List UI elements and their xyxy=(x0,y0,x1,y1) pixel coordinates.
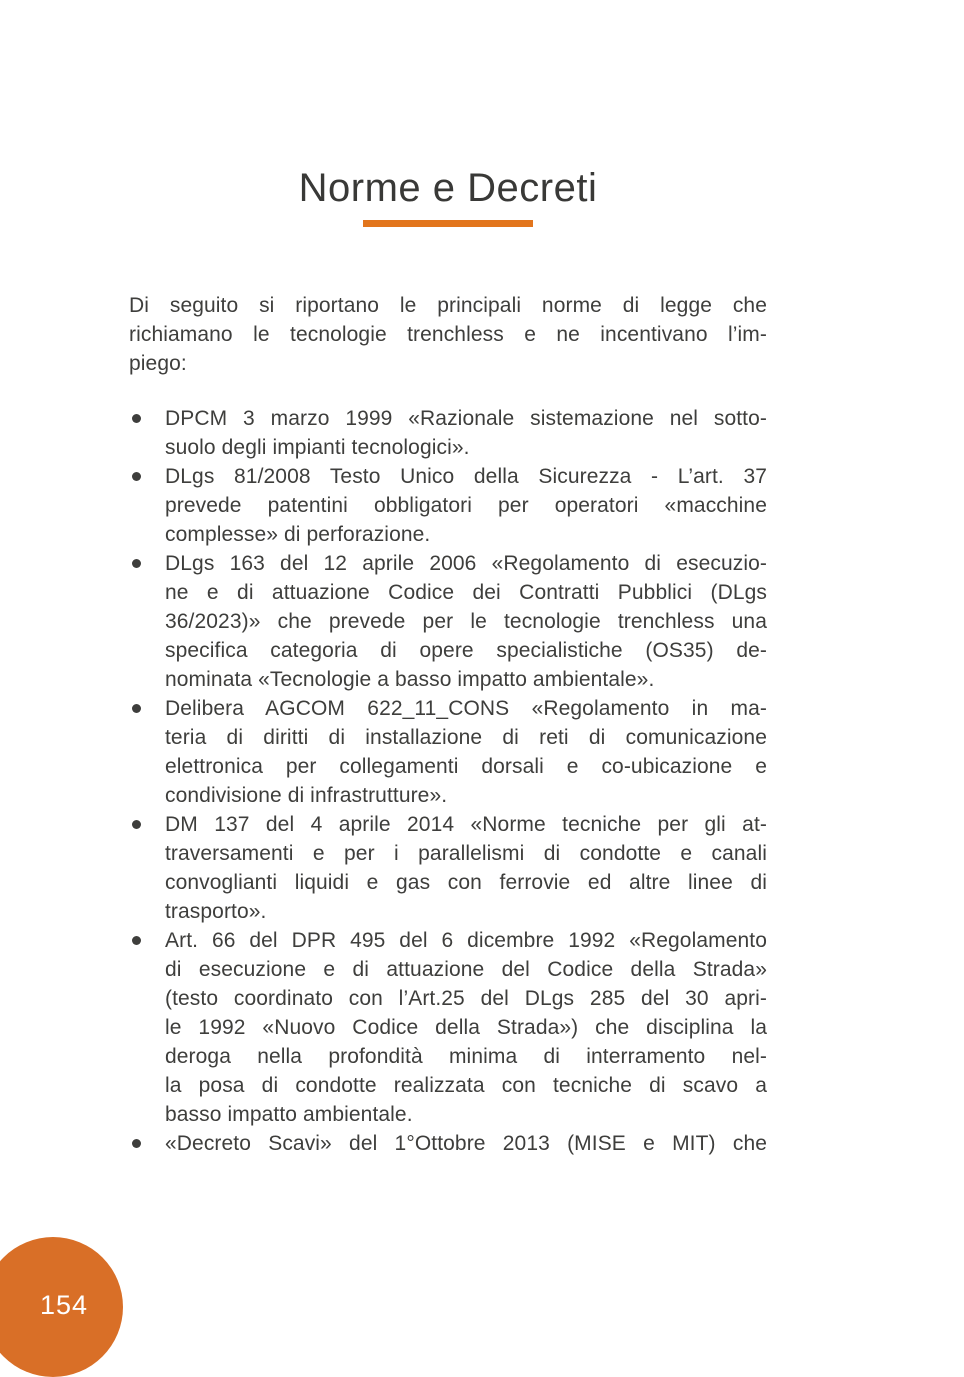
norms-list xyxy=(129,404,767,1158)
bullet-icon xyxy=(132,414,141,423)
list-item-text: DPCM 3 marzo 1999 «Razionale sistemazione nel sotto- suolo degli impianti tecnologici». xyxy=(165,407,767,459)
list-item-text: «Decreto Scavi» del 1°Ottobre 2013 (MISE e MIT) che xyxy=(165,1132,767,1155)
bullet-icon xyxy=(132,1139,141,1148)
list-item xyxy=(129,694,767,810)
list-item-text: DLgs 81/2008 Testo Unico della Sicurezza - L’art. 37 prevede patentini obbligatori per operatori «macchine complesse» di perforazione. xyxy=(165,465,767,546)
list-item xyxy=(129,549,767,694)
bullet-icon xyxy=(132,820,141,829)
list-item xyxy=(129,1129,767,1158)
list-item-text: DLgs 163 del 12 aprile 2006 «Regolamento di esecuzio- ne e di attuazione Codice dei Contratti Pubblici (DLgs 36/2023)» che prevede per le tecnologie trenchless una specifica categoria di opere specialistiche (OS35) de- nominata «Tecnologie a basso impatto ambientale». xyxy=(165,552,767,691)
bullet-icon xyxy=(132,704,141,713)
list-item-text: DM 137 del 4 aprile 2014 «Norme tecniche per gli at- traversamenti e per i parallelismi di condotte e canali convoglianti liquidi e gas con ferrovie ed altre linee di trasporto». xyxy=(165,813,767,923)
page-title: Norme e Decreti xyxy=(298,166,598,210)
list-item xyxy=(129,810,767,926)
list-item xyxy=(129,926,767,1129)
page-number: 154 xyxy=(39,1290,89,1320)
bullet-icon xyxy=(132,936,141,945)
text-column xyxy=(129,0,767,1158)
list-item xyxy=(129,462,767,549)
list-item-text: Delibera AGCOM 622_11_CONS «Regolamento in ma- teria di diritti di installazione di reti di comunicazione elettronica per collegamenti dorsali e co-ubicazione e condivisione di infrastrutture». xyxy=(165,697,767,807)
title-underline xyxy=(363,220,533,227)
bullet-icon xyxy=(132,472,141,481)
list-item xyxy=(129,404,767,462)
intro-paragraph: Di seguito si riportano le principali norme di legge che richiamano le tecnologie trenchless e ne incentivano l’im- piego: xyxy=(129,294,767,375)
list-item-text: Art. 66 del DPR 495 del 6 dicembre 1992 «Regolamento di esecuzione e di attuazione del Codice della Strada» (testo coordinato con l’Art.25 del DLgs 285 del 30 apri- le 1992 «Nuovo Codice della Strada») che disciplina la deroga nella profondità minima di interramento nel- la posa di condotte realizzata con tecniche di scavo a basso impatto ambientale. xyxy=(165,929,767,1126)
bullet-icon xyxy=(132,559,141,568)
